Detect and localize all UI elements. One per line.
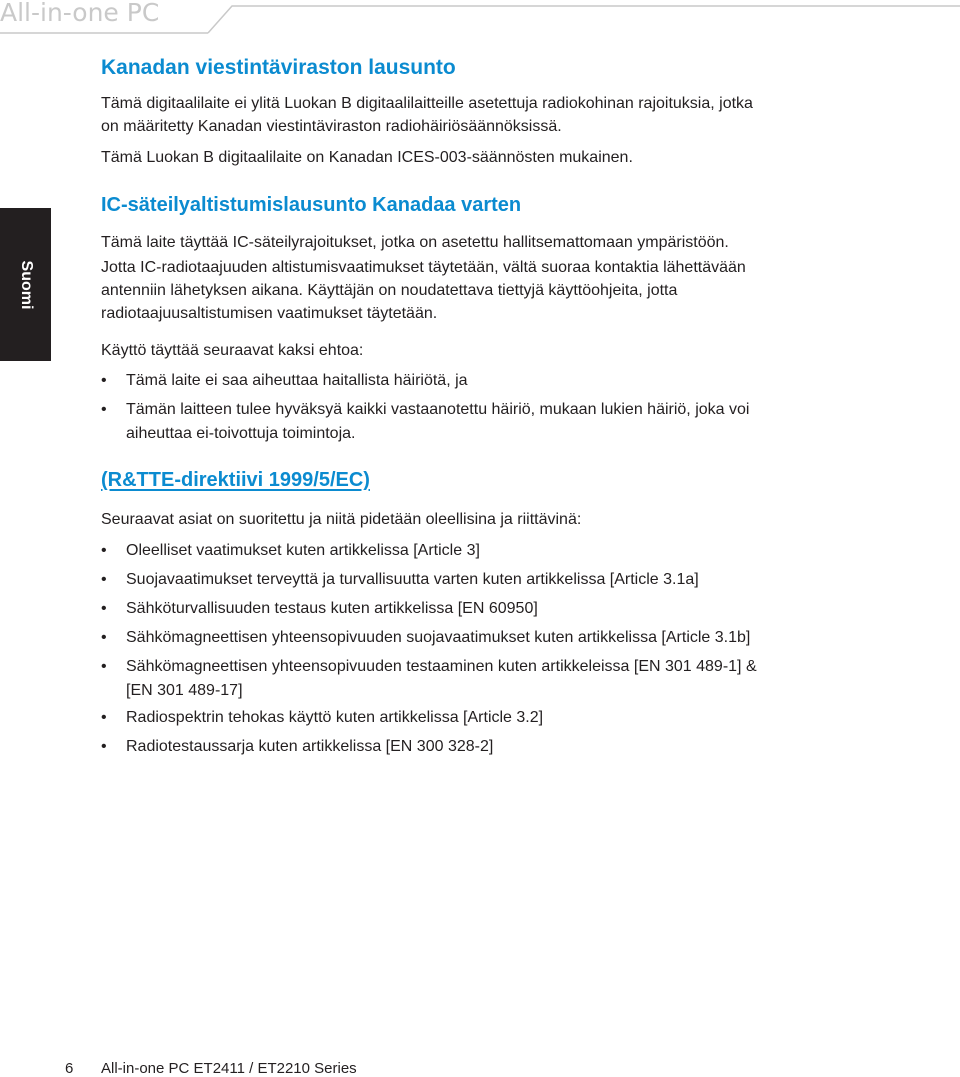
rtte-bullet-4-text: Sähkömagneettisen yhteensopivuuden suojavaatimukset kuten artikkelissa [Article 3.1b]	[126, 629, 751, 646]
ic-bullet-2-line2: aiheuttaa ei-toivottuja toimintoja.	[126, 425, 356, 442]
rtte-bullet-1-text: Oleelliset vaatimukset kuten artikkelissa [Article 3]	[126, 542, 480, 559]
rtte-bullet-5-line1: Sähkömagneettisen yhteensopivuuden testaaminen kuten artikkeleissa [EN 301 489-1] &	[126, 658, 757, 675]
bullet-icon: •	[101, 709, 107, 726]
rtte-bullet-6-text: Radiospektrin tehokas käyttö kuten artikkelissa [Article 3.2]	[126, 709, 544, 726]
ic-p2-line3: radiotaajuusaltistumisen vaatimukset täytetään.	[101, 305, 438, 322]
canada-p1-line1: Tämä digitaalilaite ei ylitä Luokan B digitaalilaitteille asetettuja radiokohinan rajoituksia, jotka	[101, 95, 753, 112]
header-rule	[0, 0, 960, 34]
canada-paragraph-1	[101, 92, 941, 138]
footer-model: All-in-one PC ET2411 / ET2210 Series	[101, 1060, 357, 1077]
ic-heading: IC-säteilyaltistumislausunto Kanadaa varten	[101, 194, 522, 216]
bullet-icon: •	[101, 372, 107, 389]
rtte-bullet-5-line2: [EN 301 489-17]	[126, 682, 243, 699]
rtte-heading: (R&TTE-direktiivi 1999/5/EC)	[101, 469, 370, 491]
bullet-icon: •	[101, 401, 107, 418]
language-label: Suomi	[17, 260, 35, 309]
bullet-icon: •	[101, 629, 107, 646]
ic-bullet-2-line1: Tämän laitteen tulee hyväksyä kaikki vastaanotettu häiriö, mukaan lukien häiriö, joka voi	[126, 401, 750, 418]
ic-paragraph-1: Tämä laite täyttää IC-säteilyrajoitukset, jotka on asetettu hallitsemattomaan ympäristöön.	[101, 234, 729, 251]
ic-paragraph-3: Käyttö täyttää seuraavat kaksi ehtoa:	[101, 342, 364, 359]
rtte-bullet-5-text	[126, 655, 921, 703]
rtte-bullet-7-text: Radiotestaussarja kuten artikkelissa [EN 300 328-2]	[126, 738, 494, 755]
page-header	[0, 0, 960, 34]
language-side-tab	[0, 208, 51, 361]
ic-bullet-2-text	[126, 398, 921, 446]
rtte-bullet-2-text: Suojavaatimukset terveyttä ja turvallisuutta varten kuten artikkelissa [Article 3.1a]	[126, 571, 699, 588]
ic-bullet-1-text: Tämä laite ei saa aiheuttaa haitallista häiriötä, ja	[126, 372, 468, 389]
page-number: 6	[65, 1060, 74, 1077]
bullet-icon: •	[101, 738, 107, 755]
ic-paragraph-2	[101, 256, 941, 325]
rtte-intro: Seuraavat asiat on suoritettu ja niitä pidetään oleellisina ja riittävinä:	[101, 511, 582, 528]
bullet-icon: •	[101, 571, 107, 588]
rtte-bullet-3-text: Sähköturvallisuuden testaus kuten artikkelissa [EN 60950]	[126, 600, 538, 617]
canada-heading: Kanadan viestintäviraston lausunto	[101, 56, 456, 79]
bullet-icon: •	[101, 600, 107, 617]
canada-paragraph-2: Tämä Luokan B digitaalilaite on Kanadan ICES-003-säännösten mukainen.	[101, 149, 633, 166]
bullet-icon: •	[101, 658, 107, 675]
ic-p2-line1: Jotta IC-radiotaajuuden altistumisvaatimukset täytetään, vältä suoraa kontaktia lähettävään	[101, 259, 746, 276]
canada-p1-line2: on määritetty Kanadan viestintäviraston radiohäiriösäännöksissä.	[101, 118, 562, 135]
header-title: All-in-one PC	[0, 0, 160, 27]
bullet-icon: •	[101, 542, 107, 559]
ic-p2-line2: antenniin lähetyksen aikana. Käyttäjän on noudatettava tiettyjä käyttöohjeita, jotta	[101, 282, 678, 299]
